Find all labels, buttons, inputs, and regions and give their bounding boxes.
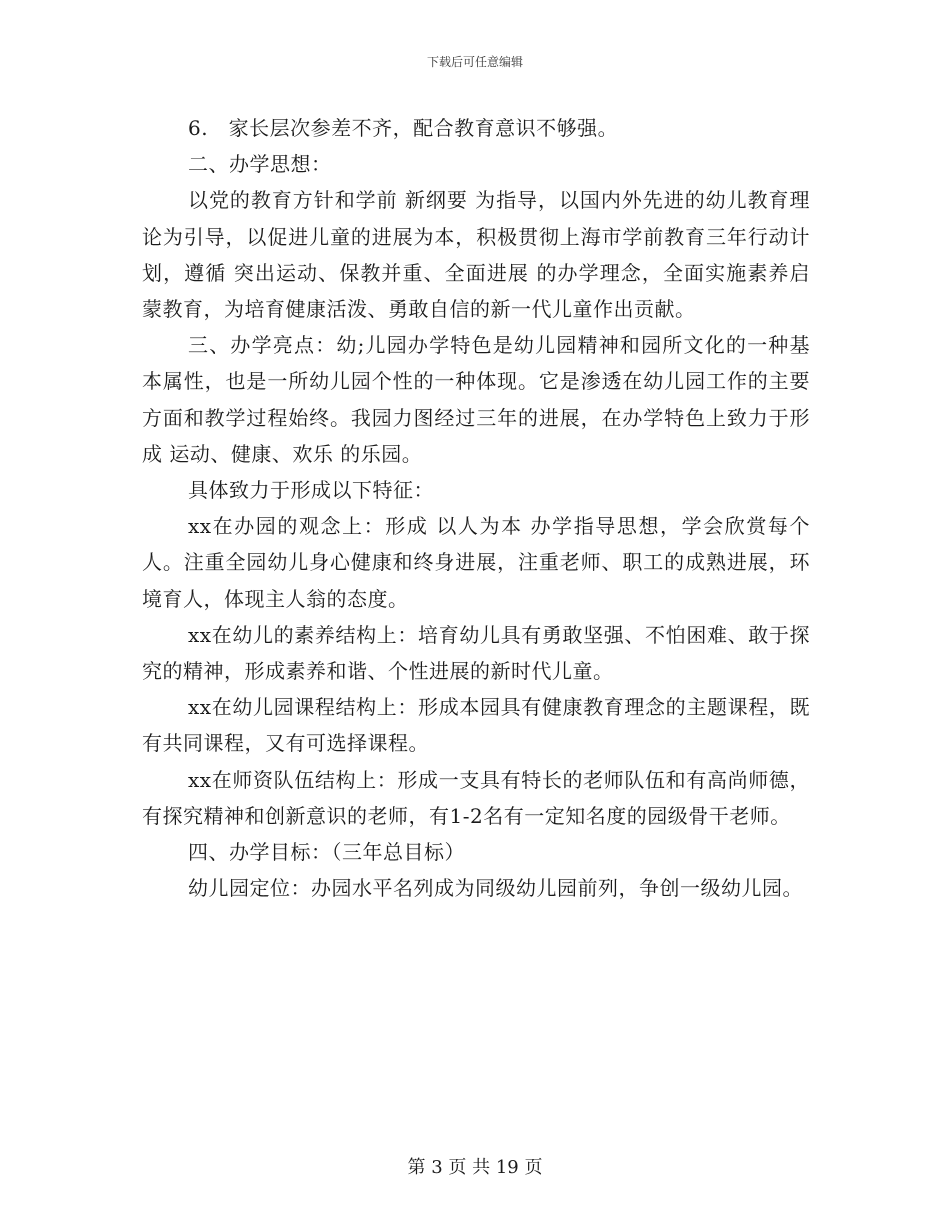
paragraph-philosophy: 以党的教育方针和学前 新纲要 为指导，以国内外先进的幼儿教育理论为引导，以促进儿童的进展为本，积极贯彻上海市学前教育三年行动计划，遵循 突出运动、保教并重、全面进展 的办学理念，全面实施素养启蒙教育，为培育健康活泼、勇敢自信的新一代儿童作出贡献。 [142, 188, 810, 322]
paragraph-positioning: 幼儿园定位：办园水平名列成为同级幼儿园前列，争创一级幼儿园。 [188, 876, 803, 901]
paragraph-curriculum: xx在幼儿园课程结构上：形成本园具有健康教育理念的主题课程，既有共同课程，又有可选择课程。 [142, 695, 810, 756]
paragraph-features-intro: 具体致力于形成以下特征： [188, 478, 434, 503]
paragraph-concept: xx在办园的观念上：形成 以人为本 办学指导思想，学会欣赏每个人。注重全园幼儿身心健康和终身进展，注重老师、职工的成熟进展，环境育人，体现主人翁的态度。 [142, 514, 810, 611]
paragraph-parent-awareness: 6. 家长层次参差不齐，配合教育意识不够强。 [188, 116, 619, 140]
paragraph-teachers: xx在师资队伍结构上：形成一支具有特长的老师队伍和有高尚师德，有探究精神和创新意识的老师，有1-2名有一定知名度的园级骨干老师。 [142, 767, 810, 828]
document-body [142, 110, 810, 906]
heading-school-philosophy: 二、办学思想： [188, 152, 332, 177]
paragraph-highlights: 三、办学亮点：幼;儿园办学特色是幼儿园精神和园所文化的一种基本属性，也是一所幼儿园个性的一种体现。它是渗透在幼儿园工作的主要方面和教学过程始终。我园力图经过三年的进展，在办学特色上致力于形成 运动、健康、欢乐 的乐园。 [142, 333, 810, 466]
page-header: 下载后可任意编辑 [426, 55, 523, 69]
paragraph-child-quality: xx在幼儿的素养结构上：培育幼儿具有勇敢坚强、不怕困难、敢于探究的精神，形成素养和谐、个性进展的新时代儿童。 [142, 622, 810, 684]
heading-school-goals: 四、办学目标：（三年总目标） [188, 840, 465, 865]
page-number-footer: 第 3 页 共 19 页 [407, 1157, 543, 1178]
